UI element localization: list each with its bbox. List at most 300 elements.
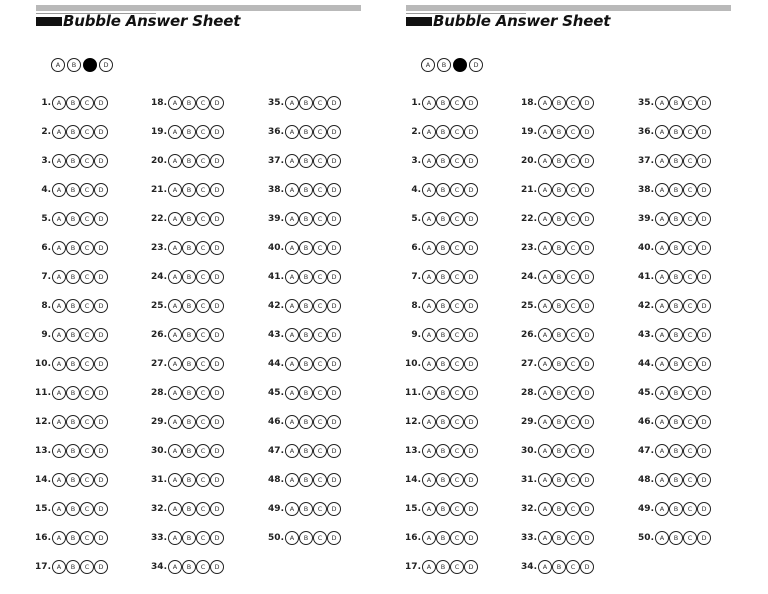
answer-bubble-d[interactable]: D bbox=[210, 386, 224, 400]
answer-bubble-c[interactable]: C bbox=[313, 212, 327, 226]
answer-bubble-b[interactable]: B bbox=[669, 154, 683, 168]
answer-bubble-d[interactable]: D bbox=[464, 531, 478, 545]
answer-bubble-c[interactable]: C bbox=[450, 560, 464, 574]
answer-bubble-c[interactable]: C bbox=[80, 125, 94, 139]
answer-bubble-a[interactable]: A bbox=[52, 357, 66, 371]
answer-bubble-d[interactable]: D bbox=[464, 241, 478, 255]
answer-bubble-d[interactable]: D bbox=[464, 299, 478, 313]
answer-bubble-b[interactable]: B bbox=[182, 96, 196, 110]
answer-bubble-b[interactable]: B bbox=[182, 357, 196, 371]
answer-bubble-c[interactable]: C bbox=[450, 415, 464, 429]
answer-bubble-d[interactable]: D bbox=[697, 241, 711, 255]
answer-bubble-c[interactable]: C bbox=[450, 473, 464, 487]
answer-bubble-a[interactable]: A bbox=[285, 357, 299, 371]
answer-bubble-b[interactable]: B bbox=[436, 444, 450, 458]
answer-bubble-a[interactable]: A bbox=[538, 96, 552, 110]
answer-bubble-b[interactable]: B bbox=[66, 212, 80, 226]
answer-bubble-c[interactable]: C bbox=[313, 386, 327, 400]
answer-bubble-a[interactable]: A bbox=[538, 415, 552, 429]
answer-bubble-a[interactable]: A bbox=[422, 125, 436, 139]
answer-bubble-b[interactable]: B bbox=[182, 125, 196, 139]
answer-bubble-a[interactable]: A bbox=[655, 502, 669, 516]
answer-bubble-b[interactable]: B bbox=[182, 560, 196, 574]
answer-bubble-d[interactable]: D bbox=[580, 96, 594, 110]
answer-bubble-d[interactable]: D bbox=[580, 473, 594, 487]
answer-bubble-b[interactable]: B bbox=[552, 241, 566, 255]
answer-bubble-a[interactable]: A bbox=[285, 415, 299, 429]
answer-bubble-b[interactable]: B bbox=[669, 270, 683, 284]
answer-bubble-c[interactable]: C bbox=[196, 444, 210, 458]
answer-bubble-b[interactable]: B bbox=[182, 183, 196, 197]
answer-bubble-c[interactable]: C bbox=[196, 270, 210, 284]
answer-bubble-a[interactable]: A bbox=[52, 386, 66, 400]
answer-bubble-c[interactable]: C bbox=[80, 386, 94, 400]
answer-bubble-b[interactable]: B bbox=[669, 444, 683, 458]
answer-bubble-a[interactable]: A bbox=[168, 560, 182, 574]
answer-bubble-b[interactable]: B bbox=[669, 386, 683, 400]
answer-bubble-d[interactable]: D bbox=[464, 502, 478, 516]
answer-bubble-a[interactable]: A bbox=[655, 270, 669, 284]
answer-bubble-c[interactable]: C bbox=[196, 357, 210, 371]
answer-bubble-d[interactable]: D bbox=[697, 183, 711, 197]
answer-bubble-d[interactable]: D bbox=[464, 270, 478, 284]
answer-bubble-c[interactable]: C bbox=[566, 357, 580, 371]
answer-bubble-d[interactable]: D bbox=[580, 502, 594, 516]
answer-bubble-c[interactable]: C bbox=[196, 531, 210, 545]
answer-bubble-d[interactable]: D bbox=[464, 125, 478, 139]
answer-bubble-b[interactable]: B bbox=[669, 125, 683, 139]
answer-bubble-a[interactable]: A bbox=[422, 96, 436, 110]
answer-bubble-a[interactable]: A bbox=[655, 415, 669, 429]
answer-bubble-a[interactable]: A bbox=[538, 125, 552, 139]
answer-bubble-c[interactable]: C bbox=[196, 473, 210, 487]
answer-bubble-c[interactable]: C bbox=[196, 415, 210, 429]
answer-bubble-a[interactable]: A bbox=[52, 531, 66, 545]
answer-bubble-d[interactable]: D bbox=[210, 415, 224, 429]
answer-bubble-b[interactable]: B bbox=[182, 444, 196, 458]
answer-bubble-c[interactable]: C bbox=[80, 183, 94, 197]
answer-bubble-d[interactable]: D bbox=[94, 386, 108, 400]
answer-bubble-b[interactable]: B bbox=[66, 560, 80, 574]
answer-bubble-a[interactable]: A bbox=[285, 241, 299, 255]
answer-bubble-a[interactable]: A bbox=[538, 473, 552, 487]
answer-bubble-b[interactable]: B bbox=[552, 299, 566, 313]
answer-bubble-b[interactable]: B bbox=[66, 415, 80, 429]
answer-bubble-d[interactable]: D bbox=[210, 502, 224, 516]
answer-bubble-b[interactable]: B bbox=[436, 183, 450, 197]
answer-bubble-b[interactable]: B bbox=[66, 357, 80, 371]
answer-bubble-d[interactable]: D bbox=[210, 125, 224, 139]
answer-bubble-d[interactable]: D bbox=[464, 560, 478, 574]
answer-bubble-a[interactable]: A bbox=[52, 96, 66, 110]
answer-bubble-c[interactable]: C bbox=[80, 473, 94, 487]
answer-bubble-d[interactable]: D bbox=[210, 270, 224, 284]
answer-bubble-c[interactable]: C bbox=[196, 328, 210, 342]
answer-bubble-b[interactable]: B bbox=[66, 241, 80, 255]
answer-bubble-c[interactable]: C bbox=[683, 299, 697, 313]
answer-bubble-d[interactable]: D bbox=[210, 212, 224, 226]
answer-bubble-a[interactable]: A bbox=[422, 241, 436, 255]
answer-bubble-b[interactable]: B bbox=[66, 299, 80, 313]
answer-bubble-d[interactable]: D bbox=[580, 183, 594, 197]
answer-bubble-b[interactable]: B bbox=[299, 531, 313, 545]
answer-bubble-d[interactable]: D bbox=[697, 386, 711, 400]
answer-bubble-d[interactable]: D bbox=[210, 183, 224, 197]
answer-bubble-b[interactable]: B bbox=[182, 270, 196, 284]
answer-bubble-b[interactable]: B bbox=[669, 531, 683, 545]
answer-bubble-c[interactable]: C bbox=[450, 357, 464, 371]
answer-bubble-d[interactable]: D bbox=[327, 357, 341, 371]
answer-bubble-a[interactable]: A bbox=[168, 444, 182, 458]
answer-bubble-d[interactable]: D bbox=[580, 299, 594, 313]
answer-bubble-c[interactable]: C bbox=[313, 183, 327, 197]
answer-bubble-b[interactable]: B bbox=[552, 183, 566, 197]
answer-bubble-a[interactable]: A bbox=[422, 473, 436, 487]
answer-bubble-b[interactable]: B bbox=[552, 415, 566, 429]
answer-bubble-c[interactable]: C bbox=[566, 415, 580, 429]
answer-bubble-b[interactable]: B bbox=[436, 560, 450, 574]
answer-bubble-c[interactable]: C bbox=[683, 328, 697, 342]
answer-bubble-c[interactable]: C bbox=[566, 270, 580, 284]
answer-bubble-d[interactable]: D bbox=[327, 125, 341, 139]
answer-bubble-d[interactable]: D bbox=[464, 154, 478, 168]
answer-bubble-a[interactable]: A bbox=[422, 444, 436, 458]
answer-bubble-a[interactable]: A bbox=[285, 125, 299, 139]
answer-bubble-c[interactable]: C bbox=[683, 270, 697, 284]
answer-bubble-c[interactable]: C bbox=[313, 444, 327, 458]
answer-bubble-c[interactable]: C bbox=[313, 241, 327, 255]
answer-bubble-c[interactable]: C bbox=[450, 502, 464, 516]
answer-bubble-c[interactable]: C bbox=[683, 183, 697, 197]
answer-bubble-b[interactable]: B bbox=[299, 386, 313, 400]
answer-bubble-c[interactable]: C bbox=[566, 531, 580, 545]
answer-bubble-a[interactable]: A bbox=[285, 386, 299, 400]
answer-bubble-b[interactable]: B bbox=[299, 357, 313, 371]
answer-bubble-d[interactable]: D bbox=[327, 96, 341, 110]
answer-bubble-b[interactable]: B bbox=[66, 531, 80, 545]
answer-bubble-a[interactable]: A bbox=[168, 299, 182, 313]
answer-bubble-c[interactable]: C bbox=[566, 560, 580, 574]
answer-bubble-b[interactable]: B bbox=[552, 357, 566, 371]
answer-bubble-a[interactable]: A bbox=[52, 473, 66, 487]
answer-bubble-b[interactable]: B bbox=[436, 386, 450, 400]
answer-bubble-b[interactable]: B bbox=[669, 357, 683, 371]
answer-bubble-d[interactable]: D bbox=[580, 357, 594, 371]
answer-bubble-c[interactable]: C bbox=[313, 299, 327, 313]
answer-bubble-d[interactable]: D bbox=[697, 299, 711, 313]
answer-bubble-d[interactable]: D bbox=[464, 357, 478, 371]
answer-bubble-b[interactable]: B bbox=[299, 473, 313, 487]
answer-bubble-b[interactable]: B bbox=[669, 502, 683, 516]
answer-bubble-b[interactable]: B bbox=[182, 473, 196, 487]
answer-bubble-c[interactable]: C bbox=[566, 473, 580, 487]
answer-bubble-a[interactable]: A bbox=[52, 183, 66, 197]
answer-bubble-a[interactable]: A bbox=[168, 415, 182, 429]
answer-bubble-d[interactable]: D bbox=[94, 357, 108, 371]
answer-bubble-a[interactable]: A bbox=[655, 96, 669, 110]
answer-bubble-b[interactable]: B bbox=[669, 212, 683, 226]
answer-bubble-c[interactable]: C bbox=[80, 502, 94, 516]
answer-bubble-d[interactable]: D bbox=[94, 415, 108, 429]
answer-bubble-b[interactable]: B bbox=[66, 502, 80, 516]
answer-bubble-d[interactable]: D bbox=[580, 125, 594, 139]
answer-bubble-a[interactable]: A bbox=[538, 328, 552, 342]
answer-bubble-b[interactable]: B bbox=[299, 183, 313, 197]
answer-bubble-b[interactable]: B bbox=[669, 328, 683, 342]
answer-bubble-a[interactable]: A bbox=[285, 502, 299, 516]
answer-bubble-a[interactable]: A bbox=[285, 270, 299, 284]
answer-bubble-b[interactable]: B bbox=[669, 473, 683, 487]
answer-bubble-d[interactable]: D bbox=[580, 531, 594, 545]
answer-bubble-b[interactable]: B bbox=[436, 96, 450, 110]
answer-bubble-d[interactable]: D bbox=[697, 96, 711, 110]
answer-bubble-b[interactable]: B bbox=[552, 473, 566, 487]
answer-bubble-c[interactable]: C bbox=[313, 357, 327, 371]
answer-bubble-b[interactable]: B bbox=[436, 154, 450, 168]
answer-bubble-b[interactable]: B bbox=[66, 386, 80, 400]
answer-bubble-a[interactable]: A bbox=[285, 212, 299, 226]
answer-bubble-a[interactable]: A bbox=[168, 502, 182, 516]
answer-bubble-d[interactable]: D bbox=[327, 444, 341, 458]
answer-bubble-d[interactable]: D bbox=[94, 212, 108, 226]
answer-bubble-a[interactable]: A bbox=[168, 473, 182, 487]
answer-bubble-d[interactable]: D bbox=[327, 328, 341, 342]
answer-bubble-c[interactable]: C bbox=[566, 154, 580, 168]
answer-bubble-d[interactable]: D bbox=[464, 183, 478, 197]
answer-bubble-d[interactable]: D bbox=[210, 241, 224, 255]
answer-bubble-b[interactable]: B bbox=[66, 96, 80, 110]
answer-bubble-d[interactable]: D bbox=[327, 386, 341, 400]
answer-bubble-b[interactable]: B bbox=[552, 531, 566, 545]
answer-bubble-d[interactable]: D bbox=[327, 473, 341, 487]
answer-bubble-d[interactable]: D bbox=[697, 212, 711, 226]
answer-bubble-a[interactable]: A bbox=[655, 154, 669, 168]
answer-bubble-b[interactable]: B bbox=[552, 328, 566, 342]
answer-bubble-a[interactable]: A bbox=[422, 183, 436, 197]
answer-bubble-d[interactable]: D bbox=[697, 328, 711, 342]
answer-bubble-a[interactable]: A bbox=[168, 241, 182, 255]
answer-bubble-c[interactable]: C bbox=[450, 386, 464, 400]
answer-bubble-c[interactable]: C bbox=[80, 560, 94, 574]
answer-bubble-a[interactable]: A bbox=[285, 328, 299, 342]
answer-bubble-a[interactable]: A bbox=[168, 531, 182, 545]
answer-bubble-a[interactable]: A bbox=[285, 96, 299, 110]
answer-bubble-a[interactable]: A bbox=[285, 154, 299, 168]
answer-bubble-b[interactable]: B bbox=[552, 212, 566, 226]
answer-bubble-d[interactable]: D bbox=[94, 183, 108, 197]
answer-bubble-b[interactable]: B bbox=[669, 299, 683, 313]
answer-bubble-a[interactable]: A bbox=[168, 125, 182, 139]
answer-bubble-b[interactable]: B bbox=[669, 96, 683, 110]
answer-bubble-b[interactable]: B bbox=[669, 241, 683, 255]
answer-bubble-c[interactable]: C bbox=[683, 125, 697, 139]
answer-bubble-a[interactable]: A bbox=[538, 299, 552, 313]
answer-bubble-d[interactable]: D bbox=[210, 328, 224, 342]
answer-bubble-c[interactable]: C bbox=[450, 154, 464, 168]
answer-bubble-b[interactable]: B bbox=[436, 502, 450, 516]
answer-bubble-c[interactable]: C bbox=[80, 328, 94, 342]
answer-bubble-d[interactable]: D bbox=[327, 183, 341, 197]
answer-bubble-a[interactable]: A bbox=[538, 212, 552, 226]
answer-bubble-a[interactable]: A bbox=[168, 154, 182, 168]
answer-bubble-a[interactable]: A bbox=[422, 357, 436, 371]
answer-bubble-a[interactable]: A bbox=[422, 415, 436, 429]
answer-bubble-b[interactable]: B bbox=[66, 328, 80, 342]
answer-bubble-d[interactable]: D bbox=[580, 444, 594, 458]
answer-bubble-c[interactable]: C bbox=[450, 183, 464, 197]
answer-bubble-a[interactable]: A bbox=[52, 125, 66, 139]
answer-bubble-b[interactable]: B bbox=[299, 415, 313, 429]
answer-bubble-c[interactable]: C bbox=[450, 270, 464, 284]
answer-bubble-c[interactable]: C bbox=[566, 386, 580, 400]
answer-bubble-c[interactable]: C bbox=[80, 415, 94, 429]
answer-bubble-b[interactable]: B bbox=[182, 531, 196, 545]
answer-bubble-a[interactable]: A bbox=[422, 270, 436, 284]
answer-bubble-c[interactable]: C bbox=[196, 560, 210, 574]
answer-bubble-b[interactable]: B bbox=[182, 328, 196, 342]
answer-bubble-d[interactable]: D bbox=[94, 328, 108, 342]
answer-bubble-a[interactable]: A bbox=[538, 560, 552, 574]
answer-bubble-b[interactable]: B bbox=[182, 415, 196, 429]
answer-bubble-c[interactable]: C bbox=[566, 328, 580, 342]
answer-bubble-c[interactable]: C bbox=[80, 357, 94, 371]
answer-bubble-d[interactable]: D bbox=[697, 270, 711, 284]
answer-bubble-a[interactable]: A bbox=[52, 415, 66, 429]
answer-bubble-a[interactable]: A bbox=[655, 531, 669, 545]
answer-bubble-d[interactable]: D bbox=[327, 241, 341, 255]
answer-bubble-d[interactable]: D bbox=[210, 560, 224, 574]
answer-bubble-b[interactable]: B bbox=[436, 473, 450, 487]
answer-bubble-a[interactable]: A bbox=[52, 241, 66, 255]
answer-bubble-d[interactable]: D bbox=[327, 270, 341, 284]
answer-bubble-c[interactable]: C bbox=[566, 96, 580, 110]
answer-bubble-a[interactable]: A bbox=[52, 444, 66, 458]
answer-bubble-a[interactable]: A bbox=[422, 386, 436, 400]
answer-bubble-d[interactable]: D bbox=[464, 212, 478, 226]
answer-bubble-a[interactable]: A bbox=[168, 96, 182, 110]
answer-bubble-b[interactable]: B bbox=[552, 444, 566, 458]
answer-bubble-a[interactable]: A bbox=[655, 357, 669, 371]
answer-bubble-b[interactable]: B bbox=[66, 473, 80, 487]
answer-bubble-d[interactable]: D bbox=[580, 270, 594, 284]
answer-bubble-a[interactable]: A bbox=[655, 212, 669, 226]
answer-bubble-c[interactable]: C bbox=[450, 125, 464, 139]
answer-bubble-a[interactable]: A bbox=[422, 502, 436, 516]
answer-bubble-b[interactable]: B bbox=[299, 154, 313, 168]
answer-bubble-b[interactable]: B bbox=[299, 212, 313, 226]
answer-bubble-d[interactable]: D bbox=[697, 125, 711, 139]
answer-bubble-a[interactable]: A bbox=[285, 444, 299, 458]
answer-bubble-b[interactable]: B bbox=[182, 241, 196, 255]
answer-bubble-c[interactable]: C bbox=[566, 299, 580, 313]
answer-bubble-c[interactable]: C bbox=[313, 502, 327, 516]
answer-bubble-a[interactable]: A bbox=[52, 299, 66, 313]
answer-bubble-a[interactable]: A bbox=[422, 154, 436, 168]
answer-bubble-c[interactable]: C bbox=[683, 241, 697, 255]
answer-bubble-c[interactable]: C bbox=[313, 415, 327, 429]
answer-bubble-a[interactable]: A bbox=[285, 299, 299, 313]
answer-bubble-d[interactable]: D bbox=[94, 502, 108, 516]
answer-bubble-b[interactable]: B bbox=[299, 96, 313, 110]
answer-bubble-a[interactable]: A bbox=[655, 386, 669, 400]
answer-bubble-c[interactable]: C bbox=[196, 183, 210, 197]
answer-bubble-b[interactable]: B bbox=[669, 183, 683, 197]
answer-bubble-c[interactable]: C bbox=[80, 531, 94, 545]
answer-bubble-d[interactable]: D bbox=[697, 473, 711, 487]
answer-bubble-b[interactable]: B bbox=[66, 444, 80, 458]
answer-bubble-b[interactable]: B bbox=[552, 386, 566, 400]
answer-bubble-c[interactable]: C bbox=[566, 444, 580, 458]
answer-bubble-b[interactable]: B bbox=[299, 125, 313, 139]
answer-bubble-d[interactable]: D bbox=[210, 444, 224, 458]
answer-bubble-d[interactable]: D bbox=[580, 328, 594, 342]
answer-bubble-a[interactable]: A bbox=[52, 154, 66, 168]
answer-bubble-b[interactable]: B bbox=[436, 415, 450, 429]
answer-bubble-a[interactable]: A bbox=[538, 154, 552, 168]
answer-bubble-d[interactable]: D bbox=[580, 386, 594, 400]
answer-bubble-d[interactable]: D bbox=[94, 96, 108, 110]
answer-bubble-b[interactable]: B bbox=[182, 299, 196, 313]
answer-bubble-a[interactable]: A bbox=[538, 502, 552, 516]
answer-bubble-c[interactable]: C bbox=[313, 154, 327, 168]
answer-bubble-c[interactable]: C bbox=[80, 96, 94, 110]
answer-bubble-b[interactable]: B bbox=[66, 125, 80, 139]
answer-bubble-c[interactable]: C bbox=[80, 212, 94, 226]
answer-bubble-d[interactable]: D bbox=[210, 357, 224, 371]
answer-bubble-b[interactable]: B bbox=[436, 241, 450, 255]
answer-bubble-d[interactable]: D bbox=[327, 154, 341, 168]
answer-bubble-c[interactable]: C bbox=[196, 502, 210, 516]
answer-bubble-a[interactable]: A bbox=[422, 299, 436, 313]
answer-bubble-b[interactable]: B bbox=[669, 415, 683, 429]
answer-bubble-c[interactable]: C bbox=[683, 415, 697, 429]
answer-bubble-c[interactable]: C bbox=[196, 125, 210, 139]
answer-bubble-d[interactable]: D bbox=[697, 357, 711, 371]
answer-bubble-c[interactable]: C bbox=[80, 241, 94, 255]
answer-bubble-c[interactable]: C bbox=[196, 96, 210, 110]
answer-bubble-c[interactable]: C bbox=[683, 473, 697, 487]
answer-bubble-a[interactable]: A bbox=[168, 328, 182, 342]
answer-bubble-c[interactable]: C bbox=[566, 183, 580, 197]
answer-bubble-b[interactable]: B bbox=[436, 125, 450, 139]
answer-bubble-c[interactable]: C bbox=[196, 241, 210, 255]
answer-bubble-c[interactable]: C bbox=[80, 444, 94, 458]
answer-bubble-b[interactable]: B bbox=[299, 444, 313, 458]
answer-bubble-a[interactable]: A bbox=[655, 299, 669, 313]
answer-bubble-c[interactable]: C bbox=[683, 386, 697, 400]
answer-bubble-b[interactable]: B bbox=[299, 299, 313, 313]
answer-bubble-c[interactable]: C bbox=[683, 96, 697, 110]
answer-bubble-a[interactable]: A bbox=[655, 328, 669, 342]
answer-bubble-d[interactable]: D bbox=[464, 415, 478, 429]
answer-bubble-b[interactable]: B bbox=[66, 270, 80, 284]
answer-bubble-c[interactable]: C bbox=[313, 328, 327, 342]
answer-bubble-d[interactable]: D bbox=[327, 212, 341, 226]
answer-bubble-c[interactable]: C bbox=[80, 154, 94, 168]
answer-bubble-c[interactable]: C bbox=[80, 299, 94, 313]
answer-bubble-d[interactable]: D bbox=[210, 473, 224, 487]
answer-bubble-d[interactable]: D bbox=[94, 299, 108, 313]
answer-bubble-a[interactable]: A bbox=[422, 328, 436, 342]
answer-bubble-a[interactable]: A bbox=[655, 473, 669, 487]
answer-bubble-d[interactable]: D bbox=[210, 96, 224, 110]
answer-bubble-b[interactable]: B bbox=[552, 560, 566, 574]
answer-bubble-d[interactable]: D bbox=[580, 212, 594, 226]
answer-bubble-a[interactable]: A bbox=[52, 560, 66, 574]
answer-bubble-a[interactable]: A bbox=[538, 357, 552, 371]
answer-bubble-d[interactable]: D bbox=[580, 241, 594, 255]
answer-bubble-b[interactable]: B bbox=[436, 299, 450, 313]
